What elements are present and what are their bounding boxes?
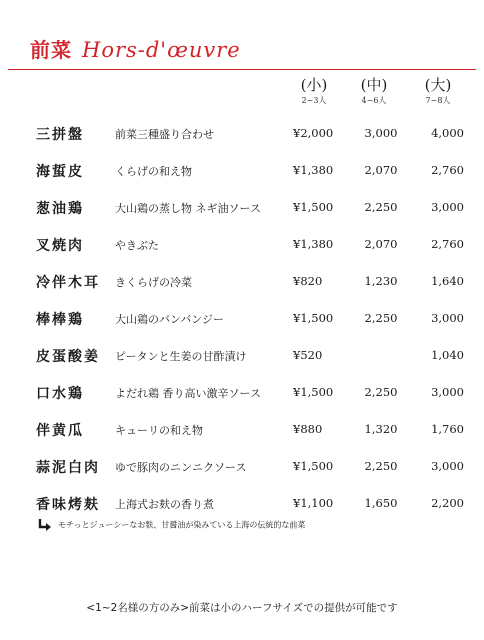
dish-description: 上海式お麸の香り煮: [115, 498, 214, 511]
dish-description: キューリの和え物: [115, 424, 203, 437]
menu-row: [0, 235, 484, 257]
price-medium: 2,070: [364, 163, 398, 177]
dish-note: [38, 519, 305, 531]
menu-row: [0, 198, 484, 220]
price-small: ¥880: [293, 422, 323, 436]
size-header-large: [408, 76, 468, 106]
price-small: ¥520: [293, 348, 323, 362]
dish-description: ゆで豚肉のニンニクソース: [115, 461, 247, 474]
dish-name: 三拼盤: [36, 127, 84, 143]
dish-name: 葱油鶏: [36, 201, 84, 217]
menu-title: [30, 34, 241, 63]
menu-row: [0, 124, 484, 146]
price-large: 1,640: [431, 274, 464, 288]
size-people: 7~8人: [425, 96, 451, 105]
price-large: 3,000: [431, 385, 464, 399]
price-medium: 3,000: [364, 126, 398, 140]
menu-row: [0, 420, 484, 442]
menu-row: [0, 161, 484, 183]
size-header-medium: [344, 76, 404, 106]
price-large: 2,200: [431, 496, 464, 510]
size-people: 2~3人: [301, 96, 327, 105]
price-small: ¥1,380: [293, 237, 334, 251]
dish-name: 香味烤麸: [36, 497, 100, 513]
dish-name: 海蜇皮: [36, 164, 84, 180]
menu-row: [0, 494, 484, 516]
dish-description: 大山鶏のバンバンジー: [115, 313, 224, 326]
price-medium: 1,230: [364, 274, 398, 288]
menu-row: [0, 457, 484, 479]
price-medium: 2,250: [364, 385, 398, 399]
price-small: ¥2,000: [293, 126, 334, 140]
dish-note-text: モチっとジューシーなお麩、甘醤油が染みている上海の伝統的な前菜: [58, 520, 306, 530]
price-large: 2,760: [431, 163, 464, 177]
price-small: ¥1,500: [293, 385, 334, 399]
dish-name: 皮蛋酸姜: [36, 349, 100, 365]
size-label: (小): [300, 76, 328, 94]
dish-name: 冷伴木耳: [36, 275, 100, 291]
price-medium: 1,320: [364, 422, 398, 436]
dish-description: やきぶた: [115, 239, 159, 252]
price-large: 2,760: [431, 237, 464, 251]
price-large: 4,000: [431, 126, 464, 140]
dish-description: 前菜三種盛り合わせ: [115, 128, 214, 141]
menu-row: [0, 383, 484, 405]
price-small: ¥1,380: [293, 163, 334, 177]
price-medium: 1,650: [364, 496, 398, 510]
price-large: 3,000: [431, 200, 464, 214]
dish-description: よだれ鶏 香り高い激辛ソース: [115, 387, 261, 400]
menu-row: [0, 309, 484, 331]
corner-arrow-icon: [38, 519, 52, 531]
size-label: (大): [424, 76, 452, 94]
dish-name: 伴黄瓜: [36, 423, 84, 439]
dish-name: 口水鶏: [36, 386, 84, 402]
title-divider: [8, 69, 476, 70]
price-small: ¥1,500: [293, 200, 334, 214]
menu-row: [0, 346, 484, 368]
size-people: 4~6人: [361, 96, 387, 105]
price-medium: 2,250: [364, 459, 398, 473]
menu-title-jp: 前菜: [30, 38, 72, 62]
size-header-small: [284, 76, 344, 106]
price-medium: 2,250: [364, 311, 398, 325]
price-small: ¥1,500: [293, 459, 334, 473]
price-small: ¥1,100: [293, 496, 334, 510]
price-large: 1,760: [431, 422, 464, 436]
menu-row: [0, 272, 484, 294]
dish-name: 叉焼肉: [36, 238, 84, 254]
dish-description: きくらげの冷菜: [115, 276, 192, 289]
dish-name: 棒棒鶏: [36, 312, 84, 328]
price-small: ¥1,500: [293, 311, 334, 325]
price-medium: 2,250: [364, 200, 398, 214]
dish-description: ピータンと生姜の甘酢漬け: [115, 350, 247, 363]
dish-name: 蒜泥白肉: [36, 460, 100, 476]
dish-description: くらげの和え物: [115, 165, 192, 178]
price-large: 3,000: [431, 311, 464, 325]
price-large: 1,040: [431, 348, 464, 362]
menu-title-fr: Hors-d'œuvre: [82, 38, 241, 62]
price-small: ¥820: [293, 274, 323, 288]
size-label: (中): [360, 76, 388, 94]
price-large: 3,000: [431, 459, 464, 473]
dish-description: 大山鶏の蒸し物 ネギ油ソース: [115, 202, 261, 215]
footer-note: <1~2名様の方のみ>前菜は小のハーフサイズでの提供が可能です: [86, 602, 398, 614]
price-medium: 2,070: [364, 237, 398, 251]
